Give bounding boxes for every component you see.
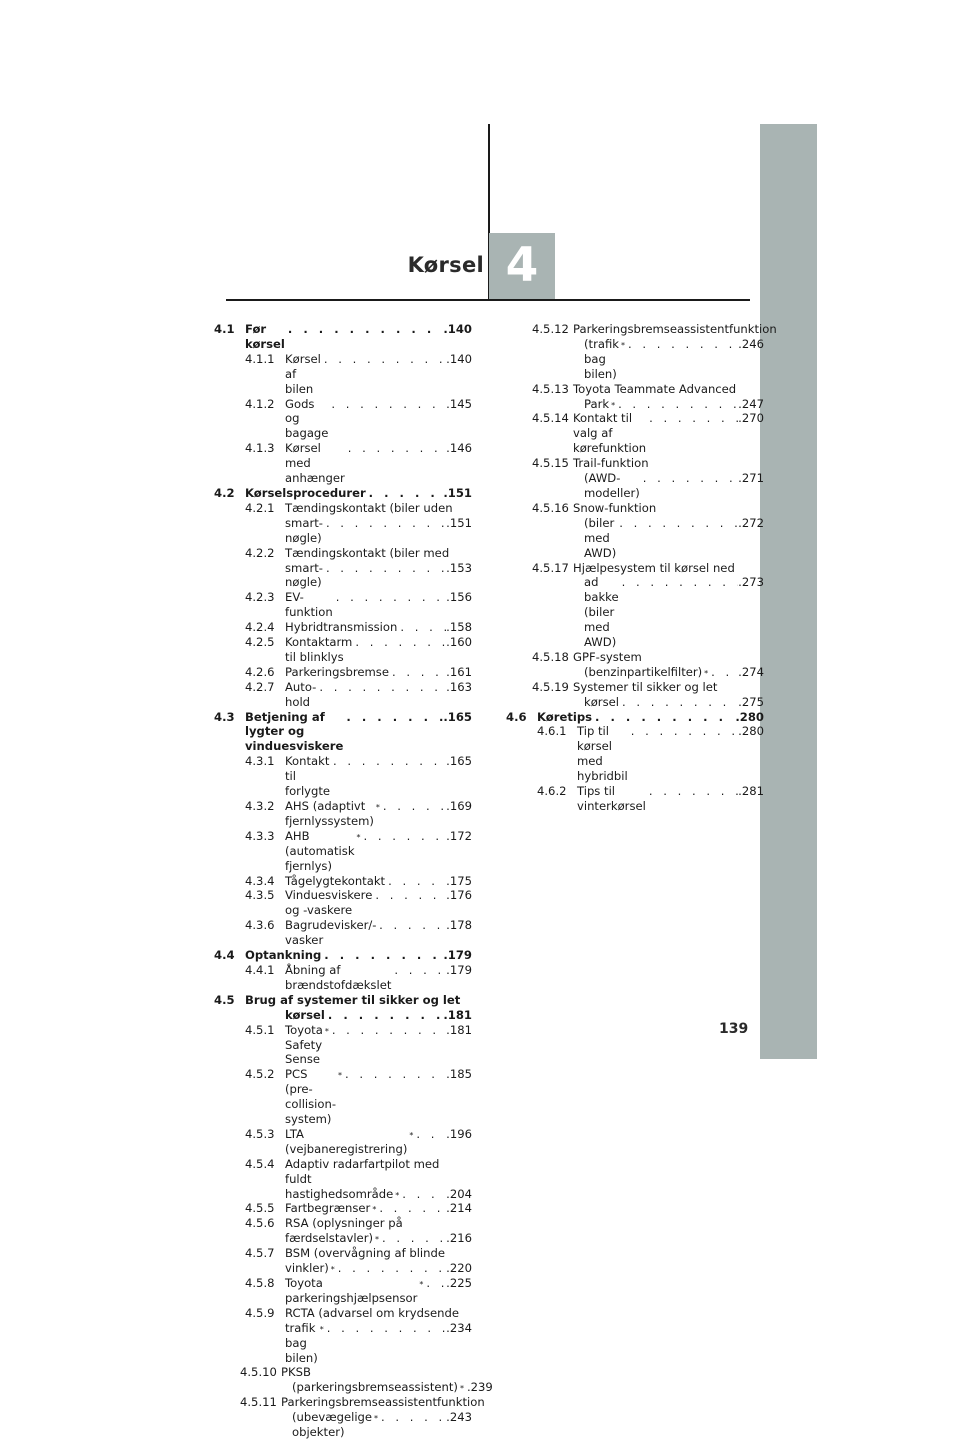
toc-right-column [506,322,777,814]
page-number: 139 [719,1021,749,1037]
toc-dot-leader [616,516,738,531]
toc-dot-leader [399,1187,446,1202]
toc-entry-number: 4.3.4 [245,873,275,888]
toc-dot-leader [397,620,446,635]
toc-entry[interactable] [214,620,472,635]
chapter-side-tab [760,124,817,1059]
toc-entry-title: Systemer til sikker og let [573,679,718,694]
toc-entry-page: .140 [443,322,472,336]
toc-entry-continuation[interactable]: vinkler) * . . . .220 [214,1261,472,1276]
toc-entry-page: .280 [735,709,764,724]
toc-entry-page: .273 [738,575,764,590]
toc-entry[interactable] [214,963,472,993]
toc-entry-page: .181 [446,1022,472,1037]
toc-entry-number: 4.5.10 [240,1365,277,1380]
toc-entry-page: .271 [738,471,764,486]
toc-entry-number: 4.5.11 [240,1395,277,1410]
toc-entry[interactable] [214,665,472,680]
toc-entry[interactable] [214,680,472,710]
toc-entry-number: 4.5.19 [532,679,569,694]
toc-entry-title-cont: (trafik bag bilen) [584,336,619,381]
toc-dot-leader [380,799,446,814]
toc-entry[interactable] [214,397,472,442]
toc-entry-title: Parkeringsbremseassistentfunktion [281,1395,485,1410]
toc-entry-page: .146 [446,441,472,456]
toc-entry-number: 4.3.5 [245,888,275,903]
toc-entry-number: 4.2.2 [245,545,275,560]
toc-entry-title-cont: (ubevægelige objekter) [292,1410,373,1440]
toc-dot-leader [323,561,446,576]
toc-dot-leader [619,695,738,710]
toc-entry-title: Tip til kørsel med hybridbil [577,724,628,784]
toc-entry-title: RCTA (advarsel om krydsende [285,1305,459,1320]
toc-entry-continuation[interactable]: (parkeringsbremseassistent) * . . . .239 [214,1380,472,1395]
toc-entry[interactable] [214,1365,472,1380]
toc-dot-leader [366,486,444,501]
toc-entry-title: Kørsel af bilen [285,351,321,396]
toc-entry-continuation[interactable] [506,471,764,501]
toc-entry-number: 4.5.2 [245,1067,275,1082]
toc-entry-title-cont: færdselstavler) [285,1231,373,1246]
toc-entry[interactable] [214,888,472,918]
toc-entry-page: .243 [446,1410,472,1425]
toc-dot-leader [328,397,446,412]
toc-entry-number: 4.3.2 [245,799,275,813]
toc-entry-title: Hybridtransmission [285,620,398,635]
toc-entry[interactable]: 4.5.5 Fartbegrænser * . . . .214 [214,1201,472,1216]
toc-entry-title: Fartbegrænser [285,1201,371,1216]
toc-entry-continuation[interactable] [506,575,764,650]
toc-entry-page: .153 [446,560,472,575]
toc-entry[interactable] [506,501,764,516]
toc-entry[interactable] [506,784,764,814]
toc-entry-continuation[interactable] [506,516,764,561]
toc-entry-title: Adaptiv radarfartpilot med fuldt [285,1156,440,1186]
toc-entry-title: Tændingskontakt (biler uden [285,500,453,515]
toc-entry-page: .272 [738,515,764,530]
toc-entry-title: Tågelygtekontakt [285,873,386,888]
toc-entry-number: 4.5.17 [532,560,569,575]
toc-entry[interactable] [214,1216,472,1231]
toc-entry-page: .185 [446,1067,472,1082]
toc-entry[interactable] [214,352,472,397]
toc-entry-title-cont: kørsel [285,1007,325,1022]
toc-entry-number: 4.5.14 [532,411,569,426]
toc-entry-number: 4.5.8 [245,1276,275,1290]
toc-entry-number: 4.3.1 [245,754,275,769]
toc-entry[interactable] [214,993,472,1008]
toc-entry[interactable]: 4.5.8 Toyota parkeringshjælpsensor * . . . .225 [214,1276,472,1306]
toc-entry-title: AHB (automatisk fjernlys) [285,828,355,873]
toc-entry-number: 4.5.16 [532,500,569,515]
toc-entry-number: 4.5.4 [245,1156,275,1171]
toc-entry-title-cont: vinkler) [285,1261,329,1276]
chapter-title: Kørsel [407,253,484,277]
toc-entry-title: Køretips [537,709,593,724]
header-horizontal-rule [226,299,750,301]
toc-entry-page: .161 [446,664,472,679]
toc-entry-number: 4.4.1 [245,962,275,977]
toc-left-column [214,322,493,1440]
toc-entry-title: Toyota parkeringshjælpsensor [285,1276,418,1305]
toc-entry-title: Før kørsel [245,322,285,351]
toc-entry-title: Parkeringsbremseassistentfunktion [573,322,777,336]
toc-entry-title: Kørselsprocedurer [245,485,366,500]
toc-entry[interactable] [214,754,472,799]
toc-entry-page: .165 [443,709,472,724]
toc-entry-title: BSM (overvågning af blinde [285,1246,445,1261]
toc-dot-leader [619,575,739,590]
toc-entry-title: PCS (pre-collision-system) [285,1067,337,1127]
toc-entry-page: .181 [443,1007,472,1022]
toc-entry-title: Betjening af lygter og vinduesviskere [245,709,344,754]
toc-entry-title: Parkeringsbremse [285,664,389,679]
toc-entry-title: Tips til vinterkørsel [577,784,646,813]
toc-entry-number: 4.5.6 [245,1216,275,1231]
toc-entry[interactable] [214,486,472,501]
toc-entry[interactable] [214,1157,472,1187]
toc-entry-title-cont: (benzinpartikelfilter) [584,664,703,679]
toc-entry-title-cont: Park [584,396,610,411]
toc-entry-title-cont: kørsel [584,694,619,709]
toc-entry-number: 4.5.9 [245,1305,275,1320]
toc-entry[interactable]: 4.3.3 AHB (automatisk fjernlys) * . . . .172 [214,829,472,874]
toc-entry-number: 4.5.5 [245,1201,275,1216]
toc-entry-number: 4.3 [214,709,235,724]
toc-dot-leader [376,918,446,933]
toc-dot-leader [321,948,443,963]
toc-dot-leader [615,397,738,412]
toc-entry-page: .140 [446,351,472,366]
toc-entry-title: Tændingskontakt (biler med [285,545,450,560]
toc-dot-leader [640,471,738,486]
toc-dot-leader [323,516,446,531]
toc-entry[interactable]: 4.5.2 PCS (pre-collision-system) * . . . .185 [214,1067,472,1127]
toc-entry[interactable] [214,501,472,516]
toc-entry-number: 4.5.13 [532,381,569,396]
toc-dot-leader [352,635,446,650]
toc-entry-title-cont: smart-nøgle) [285,515,323,545]
toc-entry[interactable] [214,948,472,963]
toc-entry-number: 4.5.7 [245,1246,275,1261]
toc-entry-title-cont: (AWD-modeller) [584,471,640,500]
chapter-number-box: 4 [489,233,555,299]
toc-entry-title: RSA (oplysninger på [285,1216,403,1231]
toc-dot-leader [423,1276,446,1291]
toc-entry-page: .178 [446,918,472,933]
toc-entry-number: 4.2.5 [245,635,275,650]
toc-dot-leader [343,710,443,725]
toc-entry-number: 4.4 [214,948,235,963]
toc-entry[interactable]: 4.3.2 AHS (adaptivt fjernlyssystem) * . . . .169 [214,799,472,829]
toc-dot-leader [385,874,446,889]
toc-entry-title-cont: hastighedsområde [285,1186,394,1201]
toc-entry-number: 4.6.2 [537,784,567,799]
toc-entry-page: .239 [466,1380,493,1395]
toc-entry[interactable] [506,322,777,337]
toc-entry-title-cont: ad bakke (biler med AWD) [584,575,619,650]
toc-entry[interactable] [214,710,472,755]
toc-entry-number: 4.5.1 [245,1022,275,1037]
toc-entry[interactable] [214,635,472,665]
toc-entry-title: Vinduesviskere og -vaskere [285,888,373,918]
toc-entry-title: Optankning [245,948,322,963]
toc-entry[interactable] [214,918,472,948]
toc-entry-continuation[interactable]: færdselstavler) * . . . .216 [214,1231,472,1246]
toc-entry-page: .214 [446,1201,472,1216]
toc-dot-leader [389,665,446,680]
toc-entry-page: .163 [446,679,472,694]
toc-dot-leader [342,1067,446,1082]
toc-entry[interactable] [214,322,472,352]
toc-entry-page: .176 [446,888,472,903]
toc-entry-page: .234 [446,1320,472,1335]
toc-entry-number: 4.5.15 [532,456,569,471]
toc-entry-number: 4.2.4 [245,620,275,635]
toc-entry-continuation[interactable]: Park * . . . .247 [506,397,764,412]
toc-dot-leader [646,784,738,799]
toc-entry-title: Toyota Teammate Advanced [573,381,737,396]
toc-dot-leader [391,963,446,978]
toc-entry-title: Brug af systemer til sikker og let [245,992,461,1007]
toc-dot-leader [625,337,738,352]
toc-dot-leader [592,710,735,725]
toc-entry[interactable] [506,710,764,725]
toc-entry-page: .179 [443,948,472,963]
toc-entry-title: Kørsel med anhænger [285,441,345,486]
toc-entry-page: .156 [446,590,472,605]
toc-entry-number: 4.5.12 [532,322,569,336]
toc-entry-title-cont: (parkeringsbremseassistent) [292,1380,458,1395]
toc-entry-number: 4.6 [506,709,527,724]
toc-entry-number: 4.5 [214,992,235,1007]
toc-entry-page: .204 [446,1186,472,1201]
toc-entry-number: 4.2.3 [245,590,275,605]
toc-entry-page: .145 [446,396,472,411]
toc-entry-continuation[interactable]: (trafik bag bilen) * . . . .246 [506,337,764,382]
toc-entry-title: Åbning af brændstofdækslet [285,962,392,992]
toc-entry-page: .247 [738,396,764,411]
toc-entry-number: 4.2.7 [245,679,275,694]
toc-entry[interactable] [214,1246,472,1261]
toc-dot-leader [708,665,738,680]
toc-entry-page: .216 [446,1231,472,1246]
toc-entry[interactable] [506,411,764,456]
toc-dot-leader [345,441,446,456]
toc-entry-page: .172 [446,828,472,843]
toc-entry-continuation[interactable]: trafik bag bilen) * . . . .234 [214,1321,472,1366]
toc-entry-page: .160 [446,635,472,650]
toc-dot-leader [324,1321,446,1336]
toc-entry-title: Trail-funktion [573,456,649,471]
toc-entry[interactable] [214,441,472,486]
toc-entry-number: 4.2.1 [245,500,275,515]
toc-entry-page: .158 [446,620,472,635]
toc-dot-leader [376,1201,446,1216]
toc-entry-page: .280 [738,724,764,739]
toc-dot-leader [330,754,446,769]
toc-entry-page: .275 [738,694,764,709]
toc-entry-number: 4.3.3 [245,828,275,843]
toc-entry-page: .270 [738,411,764,426]
toc-dot-leader [333,590,446,605]
toc-entry-page: .169 [446,799,472,813]
toc-entry-page: .196 [446,1126,472,1141]
toc-dot-leader [413,1127,446,1142]
toc-entry-page: .151 [443,485,472,500]
toc-entry-number: 4.5.18 [532,649,569,664]
toc-dot-leader [378,1410,446,1425]
toc-entry-title: Kontakt til valg af kørefunktion [573,411,647,456]
toc-entry[interactable] [506,650,764,665]
toc-entry-continuation[interactable]: hastighedsområde * . . . .204 [214,1187,472,1202]
toc-entry-number: 4.3.6 [245,918,275,933]
toc-entry-title: Gods og bagage [285,396,329,441]
toc-entry-number: 4.1.2 [245,396,275,411]
toc-entry-page: .274 [738,664,764,679]
toc-dot-leader [628,724,738,739]
toc-entry-page: .225 [446,1276,472,1290]
toc-entry[interactable] [506,724,764,784]
toc-dot-leader [316,680,446,695]
toc-entry[interactable] [214,1306,472,1321]
toc-entry-continuation[interactable] [214,1008,472,1023]
toc-entry-number: 4.1.3 [245,441,275,456]
toc-entry[interactable]: 4.5.3 LTA (vejbaneregistrering) * . . . .196 [214,1127,472,1157]
toc-entry-title: Toyota Safety Sense [285,1022,323,1067]
toc-dot-leader [646,411,738,426]
toc-entry-continuation[interactable]: (benzinpartikelfilter) * . . . .274 [506,665,764,680]
toc-entry-number: 4.2.6 [245,664,275,679]
toc-entry-number: 4.1 [214,322,235,336]
toc-entry-title-cont: (biler med AWD) [584,515,617,560]
toc-entry-page: .151 [446,515,472,530]
toc-dot-leader [379,1231,446,1246]
toc-entry-page: .246 [738,336,764,351]
toc-entry-page: .179 [446,962,472,977]
toc-entry-title: Hjælpesystem til kørsel ned [573,560,735,575]
toc-entry-page: .175 [446,873,472,888]
toc-dot-leader [325,1008,444,1023]
toc-entry-number: 4.5.3 [245,1126,275,1141]
toc-entry-title: PKSB [281,1365,311,1380]
toc-entry-number: 4.1.1 [245,351,275,366]
toc-entry-title: Snow-funktion [573,500,657,515]
toc-entry[interactable] [506,456,764,471]
toc-entry-title: Auto-hold [285,679,317,709]
toc-entry[interactable] [506,680,764,695]
toc-entry-continuation[interactable] [214,561,472,591]
toc-entry[interactable] [214,590,472,620]
toc-entry[interactable] [214,874,472,889]
toc-entry-title: Kontaktarm til blinklys [285,635,353,664]
toc-entry-title-cont: trafik bag bilen) [285,1320,318,1365]
toc-entry-continuation[interactable] [506,695,764,710]
toc-entry-page: .281 [738,784,764,799]
toc-dot-leader [372,888,446,903]
toc-dot-leader [335,1261,446,1276]
toc-entry[interactable] [214,546,472,561]
toc-entry-continuation[interactable] [214,516,472,546]
toc-entry-title: LTA (vejbaneregistrering) [285,1126,408,1156]
toc-dot-leader [329,1023,446,1038]
toc-entry-number: 4.6.1 [537,724,567,739]
toc-entry-title: GPF-system [573,649,642,664]
toc-entry-page: .220 [446,1261,472,1276]
toc-dot-leader [321,352,446,367]
toc-entry-title: AHS (adaptivt fjernlyssystem) [285,799,374,828]
toc-entry[interactable] [214,1395,485,1410]
toc-entry-title-cont: smart-nøgle) [285,560,323,590]
toc-entry[interactable]: 4.5.1 Toyota Safety Sense * . . . .181 [214,1023,472,1068]
toc-entry-number: 4.2 [214,485,235,500]
toc-entry-title: EV-funktion [285,590,333,620]
toc-entry-continuation[interactable]: (ubevægelige objekter) * . . . .243 [214,1410,472,1440]
toc-entry-title: Bagrudevisker/-vasker [285,918,377,948]
toc-entry[interactable] [506,561,764,576]
toc-dot-leader [285,322,444,337]
toc-entry[interactable] [506,382,764,397]
toc-entry-title: Kontakt til forlygte [285,754,331,799]
toc-dot-leader [361,829,447,844]
toc-entry-page: .165 [446,754,472,769]
